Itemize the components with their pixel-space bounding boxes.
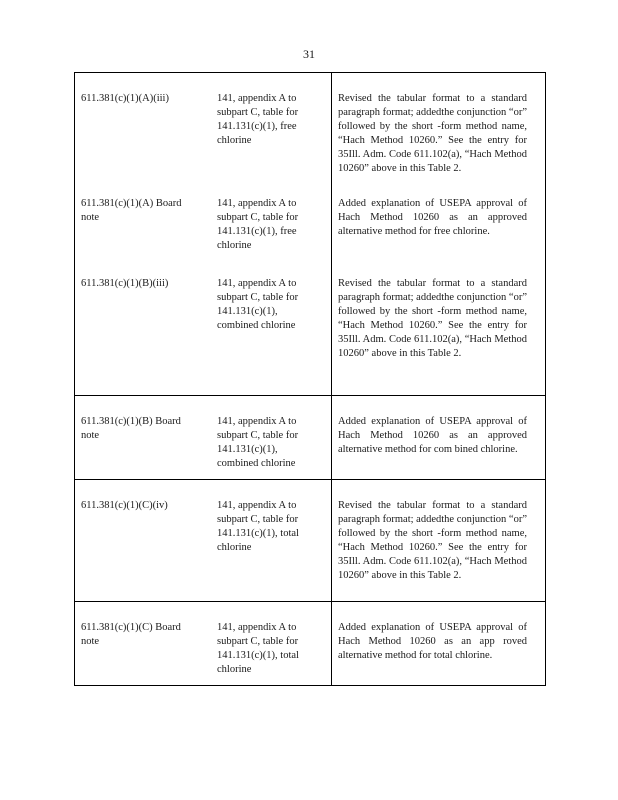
change-cell: Revised the tabular format to a standard paragraph format; addedthe conjunction “or” followed by the short -form method name, “Hach Method 10260.” See the entry for 35Ill. Adm. Code 611.102(a), “Hach Method 10260” above in this Table 2. xyxy=(332,272,546,396)
changes-table xyxy=(74,72,546,686)
cfr-cell: 141, appendix A to subpart C, table for 141.131(c)(1), free chlorine xyxy=(217,197,299,251)
table-row xyxy=(75,272,546,396)
change-cell: Revised the tabular format to a standard paragraph format; addedthe conjunction “or” followed by the short -form method name, “Hach Method 10260.” See the entry for 35Ill. Adm. Code 611.102(a), “Hach Method 10260” above in this Table 2. xyxy=(332,480,546,602)
table-row xyxy=(75,73,546,193)
section-cell: 611.381(c)(1)(A)(iii) xyxy=(75,73,208,193)
table-row xyxy=(75,396,546,480)
section-cell: 611.381(c)(1)(B) Board note xyxy=(75,396,208,480)
cfr-cell: 141, appendix A to subpart C, table for 141.131(c)(1), total chlorine xyxy=(207,602,332,686)
section-cell: 611.381(c)(1)(B)(iii) xyxy=(75,272,208,396)
table-row xyxy=(75,193,546,272)
cfr-cell: 141, appendix A to subpart C, table for 141.131(c)(1), combined chlorine xyxy=(207,396,332,480)
section-cell: 611.381(c)(1)(C) Board note xyxy=(75,602,208,686)
cfr-cell: 141, appendix A to subpart C, table for 141.131(c)(1), total chlorine xyxy=(207,480,332,602)
change-cell: Added explanation of USEPA approval of Hach Method 10260 as an app roved alternative method for total chlorine. xyxy=(332,602,546,686)
table-row xyxy=(75,602,546,686)
page-number: 31 xyxy=(303,47,315,61)
change-cell: Revised the tabular format to a standard paragraph format; addedthe conjunction “or” followed by the short -form method name, “Hach Method 10260.” See the entry for 35Ill. Adm. Code 611.102(a), “Hach Method 10260” above in this Table 2. xyxy=(332,73,546,193)
table-row xyxy=(75,480,546,602)
section-cell: 611.381(c)(1)(C)(iv) xyxy=(75,480,208,602)
section-cell: 611.381(c)(1)(A) Board note xyxy=(75,193,208,272)
cfr-cell: 141, appendix A to subpart C, table for 141.131(c)(1), combined chlorine xyxy=(207,272,332,396)
change-cell: Added explanation of USEPA approval of Hach Method 10260 as an approved alternative method for com bined chlorine. xyxy=(332,396,546,480)
change-cell: Added explanation of USEPA approval of Hach Method 10260 as an approved alternative method for free chlorine. xyxy=(332,193,546,272)
cfr-cell: 141, appendix A to subpart C, table for 141.131(c)(1), free chlorine xyxy=(207,73,332,193)
